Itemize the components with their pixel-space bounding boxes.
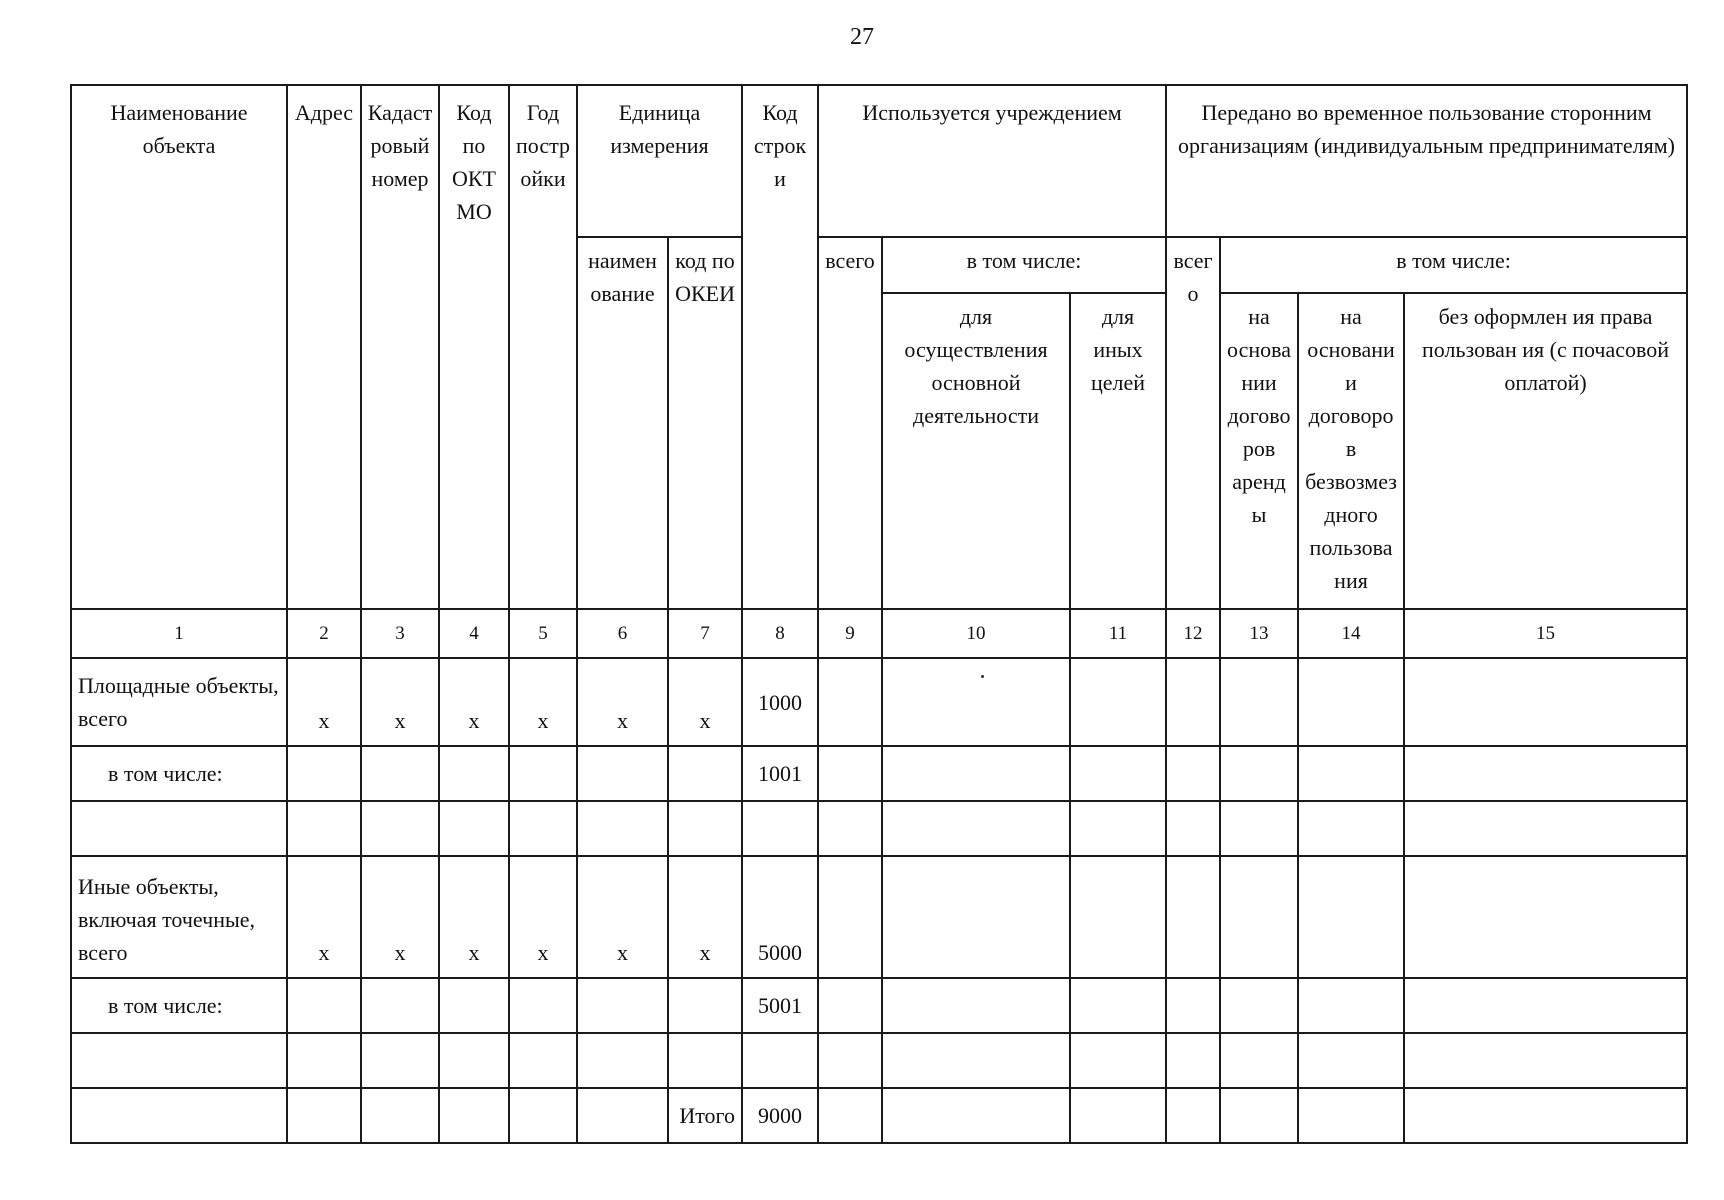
empty-cell bbox=[1220, 1088, 1298, 1143]
empty-cell bbox=[1298, 746, 1404, 801]
empty-cell bbox=[361, 1033, 439, 1088]
empty-cell bbox=[509, 801, 577, 856]
table-row-area-objects bbox=[71, 658, 1687, 746]
empty-cell bbox=[509, 1088, 577, 1143]
empty-cell bbox=[882, 856, 1070, 978]
header-unit-name: наимен ование bbox=[577, 237, 668, 609]
column-number: 15 bbox=[1404, 609, 1687, 658]
header-used-main-activity: для осуществления основной деятельности bbox=[882, 293, 1070, 609]
row-label-area-objects: Площадные объекты, всего bbox=[71, 658, 287, 746]
empty-cell bbox=[509, 746, 577, 801]
empty-cell bbox=[882, 801, 1070, 856]
table-row-other-objects bbox=[71, 856, 1687, 978]
header-used-other-purposes: для иных целей bbox=[1070, 293, 1166, 609]
empty-cell bbox=[1070, 978, 1166, 1033]
x-mark: х bbox=[439, 856, 509, 978]
header-transferred-free-use: на основани и договоро в безвозмез дного пользова ния bbox=[1298, 293, 1404, 609]
empty-cell bbox=[1404, 658, 1687, 746]
empty-cell bbox=[1166, 1088, 1220, 1143]
empty-cell bbox=[361, 978, 439, 1033]
empty-cell bbox=[71, 1033, 287, 1088]
table-row-total bbox=[71, 1088, 1687, 1143]
empty-cell bbox=[1220, 978, 1298, 1033]
empty-cell bbox=[818, 746, 882, 801]
empty-cell bbox=[1404, 1033, 1687, 1088]
empty-cell bbox=[1166, 1033, 1220, 1088]
empty-cell bbox=[1070, 1033, 1166, 1088]
column-number-row bbox=[71, 609, 1687, 658]
column-number: 7 bbox=[668, 609, 742, 658]
header-used-total: всего bbox=[818, 237, 882, 609]
row-code-cell: 1001 bbox=[742, 746, 818, 801]
header-cadastral-number: Кадаст ровый номер bbox=[361, 85, 439, 609]
table-row-empty bbox=[71, 1033, 1687, 1088]
empty-cell bbox=[742, 1033, 818, 1088]
empty-cell bbox=[818, 1088, 882, 1143]
empty-cell bbox=[1220, 801, 1298, 856]
empty-cell bbox=[1298, 1088, 1404, 1143]
empty-cell bbox=[882, 978, 1070, 1033]
empty-cell bbox=[1070, 746, 1166, 801]
header-construction-year: Год постр ойки bbox=[509, 85, 577, 609]
header-used-including: в том числе: bbox=[882, 237, 1166, 293]
column-number: 14 bbox=[1298, 609, 1404, 658]
empty-cell bbox=[1166, 978, 1220, 1033]
empty-cell bbox=[509, 978, 577, 1033]
empty-cell bbox=[287, 801, 361, 856]
empty-cell bbox=[668, 801, 742, 856]
x-mark: х bbox=[509, 658, 577, 746]
total-label: Итого bbox=[668, 1088, 742, 1143]
x-mark: х bbox=[439, 658, 509, 746]
row-code-cell: 9000 bbox=[742, 1088, 818, 1143]
empty-cell bbox=[1404, 801, 1687, 856]
empty-cell bbox=[577, 1033, 668, 1088]
empty-cell bbox=[439, 801, 509, 856]
empty-cell bbox=[668, 1033, 742, 1088]
x-mark: х bbox=[361, 856, 439, 978]
table-row-empty bbox=[71, 801, 1687, 856]
header-row-code: Код строк и bbox=[742, 85, 818, 609]
empty-cell bbox=[882, 746, 1070, 801]
empty-cell bbox=[577, 978, 668, 1033]
header-oktmo-code: Код по ОКТ МО bbox=[439, 85, 509, 609]
column-number: 1 bbox=[71, 609, 287, 658]
empty-cell bbox=[1220, 746, 1298, 801]
row-code-cell: 5000 bbox=[742, 856, 818, 978]
empty-cell bbox=[71, 1088, 287, 1143]
empty-cell bbox=[882, 1088, 1070, 1143]
empty-cell bbox=[439, 978, 509, 1033]
empty-cell bbox=[1070, 856, 1166, 978]
empty-cell bbox=[287, 978, 361, 1033]
header-transferred-no-registration: без оформлен ия права пользован ия (с почасовой оплатой) bbox=[1404, 293, 1687, 609]
empty-cell bbox=[1166, 856, 1220, 978]
empty-cell bbox=[577, 801, 668, 856]
empty-cell bbox=[71, 801, 287, 856]
empty-cell bbox=[509, 1033, 577, 1088]
x-mark: х bbox=[577, 658, 668, 746]
empty-cell bbox=[439, 1033, 509, 1088]
header-transferred-total: всег о bbox=[1166, 237, 1220, 609]
column-number: 13 bbox=[1220, 609, 1298, 658]
empty-cell bbox=[577, 746, 668, 801]
empty-cell bbox=[287, 746, 361, 801]
empty-cell bbox=[1404, 856, 1687, 978]
empty-cell bbox=[882, 1033, 1070, 1088]
header-object-name: Наименование объекта bbox=[71, 85, 287, 609]
header-transferred-lease: на основа нии догово ров аренд ы bbox=[1220, 293, 1298, 609]
empty-cell bbox=[1298, 978, 1404, 1033]
x-mark: х bbox=[668, 856, 742, 978]
empty-cell bbox=[1070, 801, 1166, 856]
header-transferred: Передано во временное пользование сторонним организациям (индивидуальным предпринимателям) bbox=[1166, 85, 1687, 237]
empty-cell bbox=[1220, 658, 1298, 746]
x-mark: х bbox=[577, 856, 668, 978]
row-label-including: в том числе: bbox=[71, 746, 287, 801]
x-mark: х bbox=[287, 658, 361, 746]
empty-cell bbox=[818, 801, 882, 856]
empty-cell bbox=[1166, 801, 1220, 856]
table-row-area-including bbox=[71, 746, 1687, 801]
row-code-cell: 5001 bbox=[742, 978, 818, 1033]
row-code-cell: 1000 bbox=[742, 658, 818, 746]
empty-cell bbox=[1220, 1033, 1298, 1088]
page-number: 27 bbox=[850, 24, 874, 50]
empty-cell bbox=[361, 1088, 439, 1143]
empty-cell bbox=[1070, 1088, 1166, 1143]
empty-cell bbox=[1298, 1033, 1404, 1088]
column-number: 12 bbox=[1166, 609, 1220, 658]
table-row-other-including bbox=[71, 978, 1687, 1033]
empty-cell bbox=[287, 1033, 361, 1088]
column-number: 4 bbox=[439, 609, 509, 658]
empty-cell bbox=[1298, 801, 1404, 856]
empty-cell bbox=[818, 658, 882, 746]
empty-cell bbox=[577, 1088, 668, 1143]
empty-cell bbox=[1166, 658, 1220, 746]
empty-cell bbox=[818, 856, 882, 978]
empty-cell bbox=[1220, 856, 1298, 978]
column-number: 9 bbox=[818, 609, 882, 658]
column-number: 11 bbox=[1070, 609, 1166, 658]
header-address: Адрес bbox=[287, 85, 361, 609]
property-table bbox=[70, 84, 1688, 1144]
row-label-other-objects: Иные объекты, включая точечные, всего bbox=[71, 856, 287, 978]
empty-cell bbox=[668, 746, 742, 801]
empty-cell bbox=[1404, 978, 1687, 1033]
empty-cell bbox=[1070, 658, 1166, 746]
x-mark: х bbox=[287, 856, 361, 978]
empty-cell bbox=[361, 801, 439, 856]
header-used-by-institution: Используется учреждением bbox=[818, 85, 1166, 237]
header-transferred-including: в том числе: bbox=[1220, 237, 1687, 293]
empty-cell bbox=[818, 978, 882, 1033]
column-number: 5 bbox=[509, 609, 577, 658]
empty-cell bbox=[439, 1088, 509, 1143]
empty-cell bbox=[1166, 746, 1220, 801]
empty-cell bbox=[287, 1088, 361, 1143]
empty-cell bbox=[1404, 1088, 1687, 1143]
header-unit-okei: код по ОКЕИ bbox=[668, 237, 742, 609]
column-number: 8 bbox=[742, 609, 818, 658]
x-mark: х bbox=[668, 658, 742, 746]
empty-cell bbox=[882, 658, 1070, 746]
column-number: 2 bbox=[287, 609, 361, 658]
column-number: 10 bbox=[882, 609, 1070, 658]
header-unit: Единица измерения bbox=[577, 85, 742, 237]
empty-cell bbox=[1404, 746, 1687, 801]
empty-cell bbox=[1298, 856, 1404, 978]
empty-cell bbox=[742, 801, 818, 856]
row-label-including: в том числе: bbox=[71, 978, 287, 1033]
column-number: 3 bbox=[361, 609, 439, 658]
empty-cell bbox=[1298, 658, 1404, 746]
empty-cell bbox=[818, 1033, 882, 1088]
empty-cell bbox=[668, 978, 742, 1033]
x-mark: х bbox=[361, 658, 439, 746]
x-mark: х bbox=[509, 856, 577, 978]
column-number: 6 bbox=[577, 609, 668, 658]
empty-cell bbox=[361, 746, 439, 801]
empty-cell bbox=[439, 746, 509, 801]
scan-speck bbox=[981, 675, 984, 678]
